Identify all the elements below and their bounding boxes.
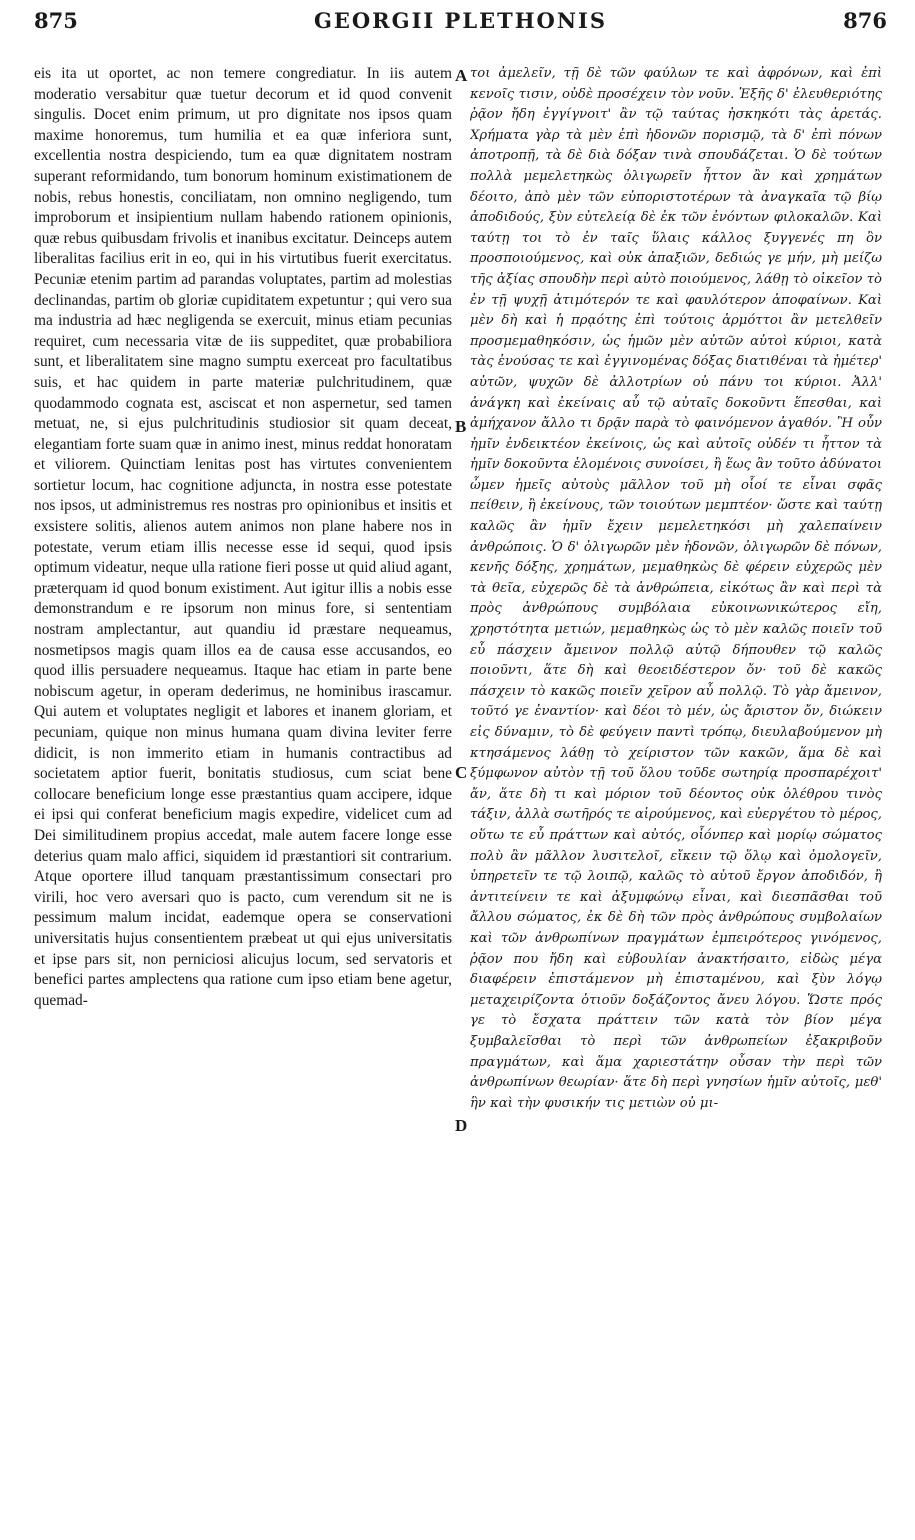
margin-marker-b: B bbox=[455, 417, 467, 436]
margin-marker-d: D bbox=[455, 1116, 468, 1135]
running-title: GEORGII PLETHONIS bbox=[313, 8, 608, 33]
page-number-right: 876 bbox=[843, 8, 887, 33]
page-number-left: 875 bbox=[34, 8, 78, 33]
greek-text: τοι ἀμελεῖν, τῇ δὲ τῶν φαύλων τε καὶ ἀφρόνων, καὶ ἐπὶ κενοῖς τισιν, οὐδὲ προσέχειν τὸν νοῦν. Ἐξῆς δ' ἐλευθεριότης ῥᾷον ἤδη ἐγγίγνοιτ' ἂν τῷ ταύτας ἠσκηκότι τὰς ἀρετάς. Χρήματα γὰρ τὰ μὲν ἐπὶ ἡδονῶν πορισμῷ, τὰ δ' ἐπὶ πόνων ἀποτροπῇ, τὰ δὲ διὰ δόξαν τινὰ σπουδάζεται. Ὁ δὲ τούτων πολλὰ μεμελετηκὼς ὀλιγωρεῖν ἧττον ἂν καὶ χρημάτων δέοιτο, ἀπὸ μὲν τῶν εὐποριστοτέρων τὰ ἀναγκαῖα τῷ βίῳ ἀποδιδούς, ξὺν εὐτελείᾳ δὲ ἐκ τῶν ἐνόντων φιλοκαλῶν. Καὶ ταύτῃ τοι τὸ ἐν ταῖς ὕλαις κάλλος ξυγγενές πη ὂν προσποιούμενος, καὶ οὐκ ἀπαξιῶν, δεδιώς γε μήν, μὴ μείζω τῆς ἀξίας σπουδὴν περὶ αὐτὸ ποιούμενος, λάθῃ τὸ οἰκεῖον τὸ ἐν τῇ ψυχῇ ἀτιμότερόν τε καὶ φαυλότερον ἀποφαίνων. Καὶ μὲν δὴ καὶ ἡ πρᾳότης ἐπὶ τούτοις ἁρμόττοι ἂν μετελθεῖν προσμεμαθηκόσιν, ὡς ἡμῶν μὲν αὐτῶν αὐτοὶ κύριοι, κατὰ τὰς ἐνούσας τε καὶ ἐγγινομένας δόξας διατιθέναι τὰ ἡμέτερ' αὐτῶν, ψυχῶν δὲ ἀλλοτρίων οὐ πάνυ τοι κύριοι. Ἀλλ' ἀνάγκη καὶ ἐκείναις αὖ τῷ αὐταῖς δοκοῦντι ἕπεσθαι, καὶ ἀμήχανον ἄλλο τι δρᾷν παρὰ τὸ φαινόμενον ἀγαθόν. Ἢ οὖν ἡμῖν ἐνδεικτέον ἐκείνοις, ὡς καὶ αὐτοῖς οὐδέν τι ἧττον τὰ ἡμῖν δοκοῦντα ἑλομένοις συνοίσει, ἢ ἕως ἂν τοῦτο ἀδύνατοι ὦμεν ἡμεῖς αὐτοὺς μᾶλλον τοῦ μὴ οἷοί τε εἶναι σφᾶς πείθειν, ἢ ἐκείνους, τῶν τοιούτων μεμπτέον· ὥστε καὶ ταύτῃ καλῶς ἂν ἡμῖν ἔχειν μεμελετηκόσι μὴ χαλεπαίνειν ἀνθρώποις. Ὁ δ' ὀλιγωρῶν μὲν ἡδονῶν, ὀλιγωρῶν δὲ πόνων, κενῆς δόξης, χρημάτων, μεμαθηκὼς δὲ φέρειν εὐχερῶς μὲν τὰ θεῖα, εὐχερῶς δὲ τὰ ἀνθρώπεια, εἰκότως ἂν καὶ περὶ τὰ πρὸς ἀνθρώπους συμβόλαια εὐκοινωνικώτερος εἴη, χρηστότητα μετιών, μεμαθηκὼς ὡς τὸ μὲν καλῶς ποιεῖν τοῦ εὖ πάσχειν ἄμεινον πολλῷ αὐτῷ δήπουθεν τῷ καλῶς ποιοῦντι, ἅτε δὴ καὶ θεοειδέστερον ὄν· τοῦ δὲ κακῶς πάσχειν τὸ κακῶς ποιεῖν χεῖρον αὖ πολλῷ. Τὸ γὰρ ἄμεινον, τοῦτό γε ἐναντίον· καὶ δέοι τὸ μέν, ὡς ἄριστον ὄν, διώκειν εἰς δύναμιν, τὸ δὲ φεύγειν παντὶ τρόπῳ, διευλαβούμενον μὴ κτησάμενος λάθῃ τὸ χείριστον τῶν κακῶν, ἅμα δὲ καὶ ξύμφωνον αὐτὸν τῇ τοῦ ὅλου τοῦδε σωτηρίᾳ προσπαρέχοιτ' ἄν, ἅτε δὴ τι καὶ μόριον τοῦ δέοντος οὐκ ὀλέθρου τινὸς τάξιν, ἀλλὰ σωτῆρός τε αἱρούμενος, καὶ εὐεργέτου τὸ μέρος, οὕτω τε εὖ πράττων καὶ αὐτός, οἷόνπερ καὶ μορίῳ σώματος πολὺ ἂν μᾶλλον λυσιτελοῖ, εἴκειν τῷ ὅλῳ καὶ ὁμολογεῖν, ὑπηρετεῖν τε τῷ λοιπῷ, καλῶς τὸ αὑτοῦ ἔργον ἀποδιδόν, ἢ ἀντιτείνειν τε καὶ ἀξυμφώνῳ εἶναι, καὶ διεσπᾶσθαι τοῦ ἄλλου σώματος, ἐκ δὲ δὴ τῶν πρὸς ἀνθρώπους συμβολαίων καὶ τῶν ἀνθρωπίνων πραγμάτων ἐμπειρότερος γινόμενος, ῥᾷον που ἤδη καὶ εὐβουλίαν ἀνακτήσαιτο, εἰδὼς μέγα διαφέρειν ἐπιστάμενον μὴ ἐπισταμένου, καὶ ξὺν λόγῳ μεταχειρίζοντα ὁτιοῦν δοξάζοντος ἄνευ λόγου. Ὥστε πρός γε τὸ ἔσχατα πράττειν τῶν κατὰ τὸν βίον μέγα ξυμβαλεῖσθαι τὸ περὶ τῶν ἀνθρωπείων ἐξακριβοῦν πραγμάτων, καὶ ἅμα χαριεστάτην οὖσαν τὴν περὶ τῶν ἀνθρωπίνων θεωρίαν· ἅτε δὴ περὶ γνησίων ἡμῖν αὐτοῖς, μεθ' ἣν καὶ τὴν φυσικήν τις μετιὼν οὐ μι- bbox=[470, 66, 882, 1111]
page-header bbox=[30, 8, 891, 42]
margin-marker-c: C bbox=[455, 763, 468, 782]
latin-text: eis ita ut oportet, ac non temere congrediatur. In iis autem moderatio versabitur quæ tuetur decorum et id quod convenit singulis. Docet enim primum, ut pro dignitate nos ipsos quam maxime honoremus, tum humilia et ea quæ inferiora sunt, excellentia nostra despiciendo, tum ea quæ dignitatem nostram superant reformidando, tum bonorum hominum existimationem de nobis, rebus honestis, conciliatam, non omnino negligendo, tum improborum et insipientium nullam habendo rationem opinionis, quæ rebus quibusdam frivolis et inanibus excitatur. Deinceps autem liberalitas facilius erit in eo, qui in his virtutibus fuerit exercitatus. Pecuniæ etenim partim ad parandas voluptates, partim ad molestias declinandas, partim ob gloriæ cupiditatem expetuntur ; qui vero sua ma industria ad hæc negligenda se exercuit, minus etiam pecunias requiret, cum necessaria vitæ de iis suppeditet, quæ probabiliora sunt, et liberalitatem sine magno sumptu exerceat pro facultatibus suis, et hac quidem in parte materiæ pulchritudinem, quæ quodammodo cognata est, asciscat et non aspernetur, sed tamen metuat, ne, si ejus pulchritudinis studiosior sit quam deceat, elegantiam forte suam quæ in animo inest, minus reddat honoratam et viliorem. Quinctiam lenitas post has virtutes convenientem sortietur locum, hac cognitione adjuncta, in nostra esse potestate nos ipsos, ut administremus res nostras pro opinionibus et insitis et exsistere solitis, alienos autem animos non plane habere nos in potestate, verum etiam illis necesse esse id sequi, quod ipsis optimum videatur, neque ulla ratione fieri posse ut quid aliud agant, præterquam id quod bonum existiment. Aut igitur illis a nobis esse demonstrandum e re ipsorum non minus fore, si sententiam nostram amplectantur, aut quandiu id præstare nequeamus, nosmetipsos magis quam illos ea de causa esse accusandos, eo quod illis persuadere nequeamus. Itaque hac etiam in parte bene nobiscum agetur, in operam dederimus, ne hominibus irascamur. Qui autem et voluptates negligit et labores et inanem gloriam, et pecuniam, quique non minus humana quam divina leviter ferre didicit, is non immerito etiam in humanis contractibus ad societatem aptior fuerit, bonitatis studiosus, cum sciat bene collocare beneficium longe esse præstantius quam accipere, idque ei ipsi qui conferat beneficium magis expedire, videlicet cum ad Dei similitudinem propius accedat, male autem facere longe esse deterius quam malo affici, siquidem id præstantiori sit contrarium. Atque oportere illud tanquam præstantissimum consectari pro virili, hoc vero aversari quo is pacto, cum verendum sit ne is pessimum malum incidat, eademque opera se conservationi universitatis hujus consentientem præbeat ut qui ejus universitatis et ipse pars sit, non perniciosi alicujus locum, sed servatoris et benefici partes amplectens qua ratione cum ipso etiam bene agetur, quemad- bbox=[34, 65, 452, 1009]
latin-column bbox=[34, 64, 452, 1532]
margin-marker-a: A bbox=[455, 66, 468, 85]
greek-column bbox=[470, 64, 882, 1532]
